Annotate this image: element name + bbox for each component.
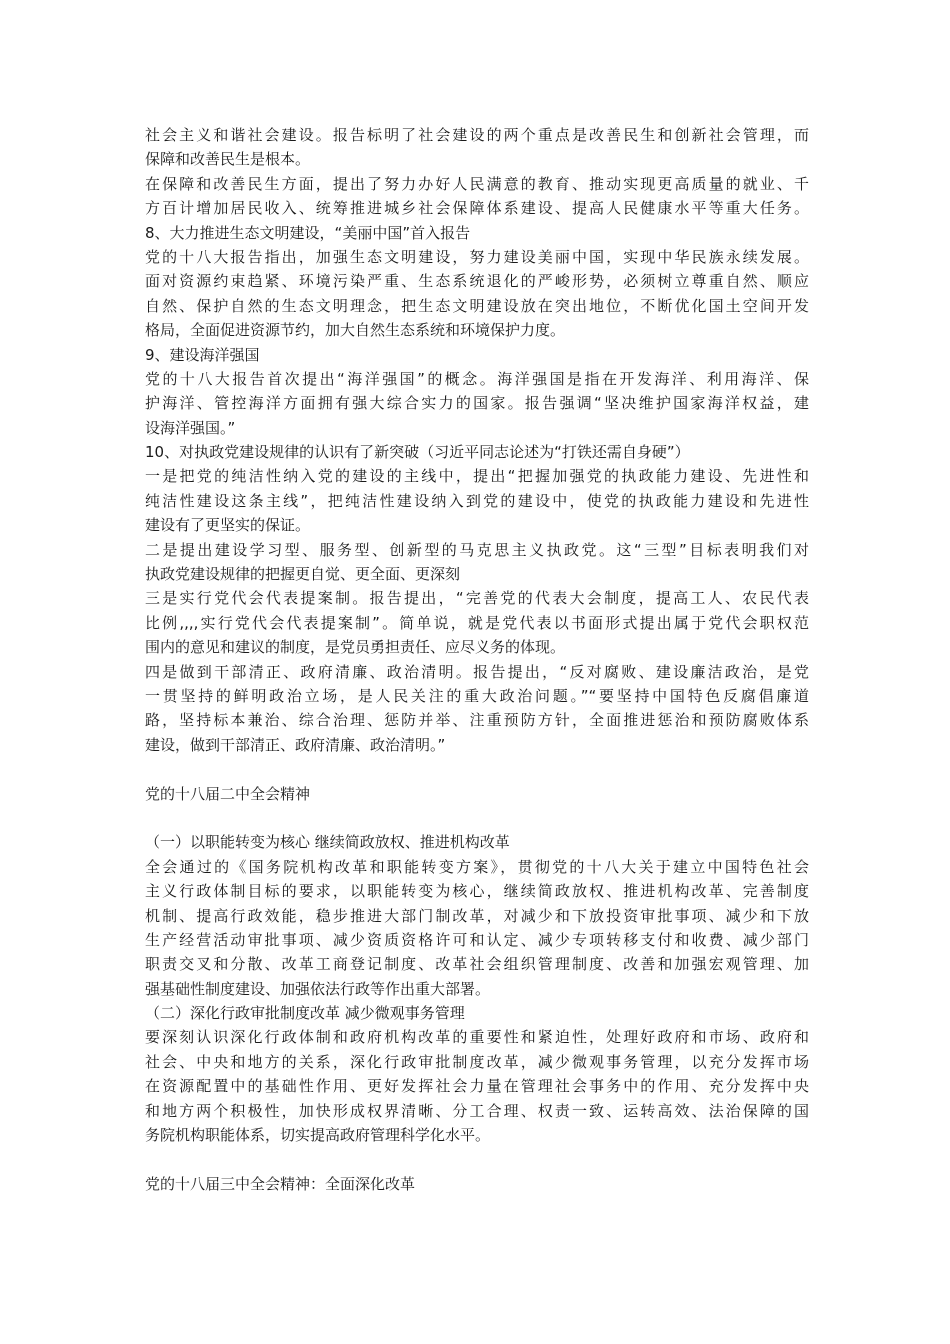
text-line: 8、大力推进生态文明建设，“美丽中国”首入报告	[145, 223, 471, 242]
text-line: 10、对执政党建设规律的认识有了新突破（习近平同志论述为“打铁还需自身硬”）	[145, 443, 690, 462]
text-line: 社会、中央和地方的关系，深化行政审批制度改革，减少微观事务管理，以充分发挥市场	[145, 1052, 809, 1071]
text-line: 方百计增加居民收入、统筹推进城乡社会保障体系建设、提高人民健康水平等重大任务。	[145, 199, 809, 218]
text-line: 9、建设海洋强国	[145, 345, 260, 364]
text-line: 在保障和改善民生方面，提出了努力办好人民满意的教育、推动实现更高质量的就业、千	[145, 174, 809, 193]
text-line: 格局，全面促进资源节约，加大自然生态系统和环境保护力度。	[145, 321, 566, 340]
text-line: 职责交叉和分散、改革工商登记制度、改革社会组织管理制度、改善和加强宏观管理、加	[145, 955, 809, 974]
text-line: （一）以职能转变为核心 继续简政放权、推进机构改革	[145, 833, 510, 852]
text-line: 全会通过的《国务院机构改革和职能转变方案》，贯彻党的十八大关于建立中国特色社会	[145, 857, 809, 876]
text-line: 社会主义和谐社会建设。报告标明了社会建设的两个重点是改善民生和创新社会管理，而	[145, 126, 809, 144]
text-line: 和地方两个积极性，加快形成权界清晰、分工合理、权责一致、运转高效、法治保障的国	[145, 1101, 809, 1120]
text-line: 一是把党的纯洁性纳入党的建设的主线中，提出“把握加强党的执政能力建设、先进性和	[145, 467, 809, 486]
text-line: 建设有了更坚实的保证。	[145, 516, 311, 535]
text-line: 生产经营活动审批事项、减少资质资格许可和认定、减少专项转移支付和收费、减少部门	[145, 930, 809, 949]
text-line: 一贯坚持的鲜明政治立场，是人民关注的重大政治问题。”“要坚持中国特色反腐倡廉道	[145, 686, 809, 705]
text-line: 机制、提高行政效能，稳步推进大部门制改革，对减少和下放投资审批事项、减少和下放	[145, 906, 809, 925]
text-line: 党的十八届二中全会精神	[145, 784, 311, 803]
text-line: 护海洋、管控海洋方面拥有强大综合实力的国家。报告强调“坚决维护国家海洋权益，建	[145, 394, 809, 413]
text-line: 党的十八届三中全会精神：全面深化改革	[145, 1174, 416, 1193]
text-line: 纯洁性建设这条主线”，把纯洁性建设纳入到党的建设中，使党的执政能力建设和先进性	[145, 491, 809, 510]
text-line: 保障和改善民生是根本。	[145, 150, 311, 169]
text-line: 路，坚持标本兼治、综合治理、惩防并举、注重预防方针，全面推进惩治和预防腐败体系	[145, 711, 809, 730]
blank-line	[145, 1147, 809, 1171]
document-page	[145, 123, 809, 1196]
text-line: 比例,,,,实行党代会代表提案制”。简单说，就是党代表以书面形式提出属于党代会职权范	[145, 613, 809, 632]
text-line: 强基础性制度建设、加强依法行政等作出重大部署。	[145, 979, 491, 998]
text-line: 要深刻认识深化行政体制和政府机构改革的重要性和紧迫性，处理好政府和市场、政府和	[145, 1028, 809, 1047]
text-line: 围内的意见和建议的制度，是党员勇担责任、应尽义务的体现。	[145, 638, 566, 657]
text-line: 二是提出建设学习型、服务型、创新型的马克思主义执政党。这“三型”目标表明我们对	[145, 540, 809, 559]
text-line: 四是做到干部清正、政府清廉、政治清明。报告提出，“反对腐败、建设廉洁政治，是党	[145, 662, 809, 681]
blank-line	[145, 757, 809, 781]
text-line: 党的十八大报告指出，加强生态文明建设，努力建设美丽中国，实现中华民族永续发展。	[145, 247, 809, 266]
text-line: 三是实行党代会代表提案制。报告提出，“完善党的代表大会制度，提高工人、农民代表	[145, 589, 809, 608]
blank-line	[145, 806, 809, 830]
text-line: 务院机构职能体系，切实提高政府管理科学化水平。	[145, 1126, 491, 1145]
text-line: 建设，做到干部清正、政府清廉、政治清明。”	[145, 735, 446, 754]
text-line: 党的十八大报告首次提出“海洋强国”的概念。海洋强国是指在开发海洋、利用海洋、保	[145, 369, 809, 388]
text-line: （二）深化行政审批制度改革 减少微观事务管理	[145, 1004, 465, 1023]
text-line: 在资源配置中的基础性作用、更好发挥社会力量在管理社会事务中的作用、充分发挥中央	[145, 1077, 809, 1096]
text-line: 设海洋强国。”	[145, 418, 236, 437]
text-line: 自然、保护自然的生态文明理念，把生态文明建设放在突出地位，不断优化国土空间开发	[145, 296, 809, 315]
text-line: 执政党建设规律的把握更自觉、更全面、更深刻	[145, 565, 461, 584]
text-line: 主义行政体制目标的要求，以职能转变为核心，继续简政放权、推进机构改革、完善制度	[145, 882, 809, 901]
text-line: 面对资源约束趋紧、环境污染严重、生态系统退化的严峻形势，必须树立尊重自然、顺应	[145, 272, 809, 291]
